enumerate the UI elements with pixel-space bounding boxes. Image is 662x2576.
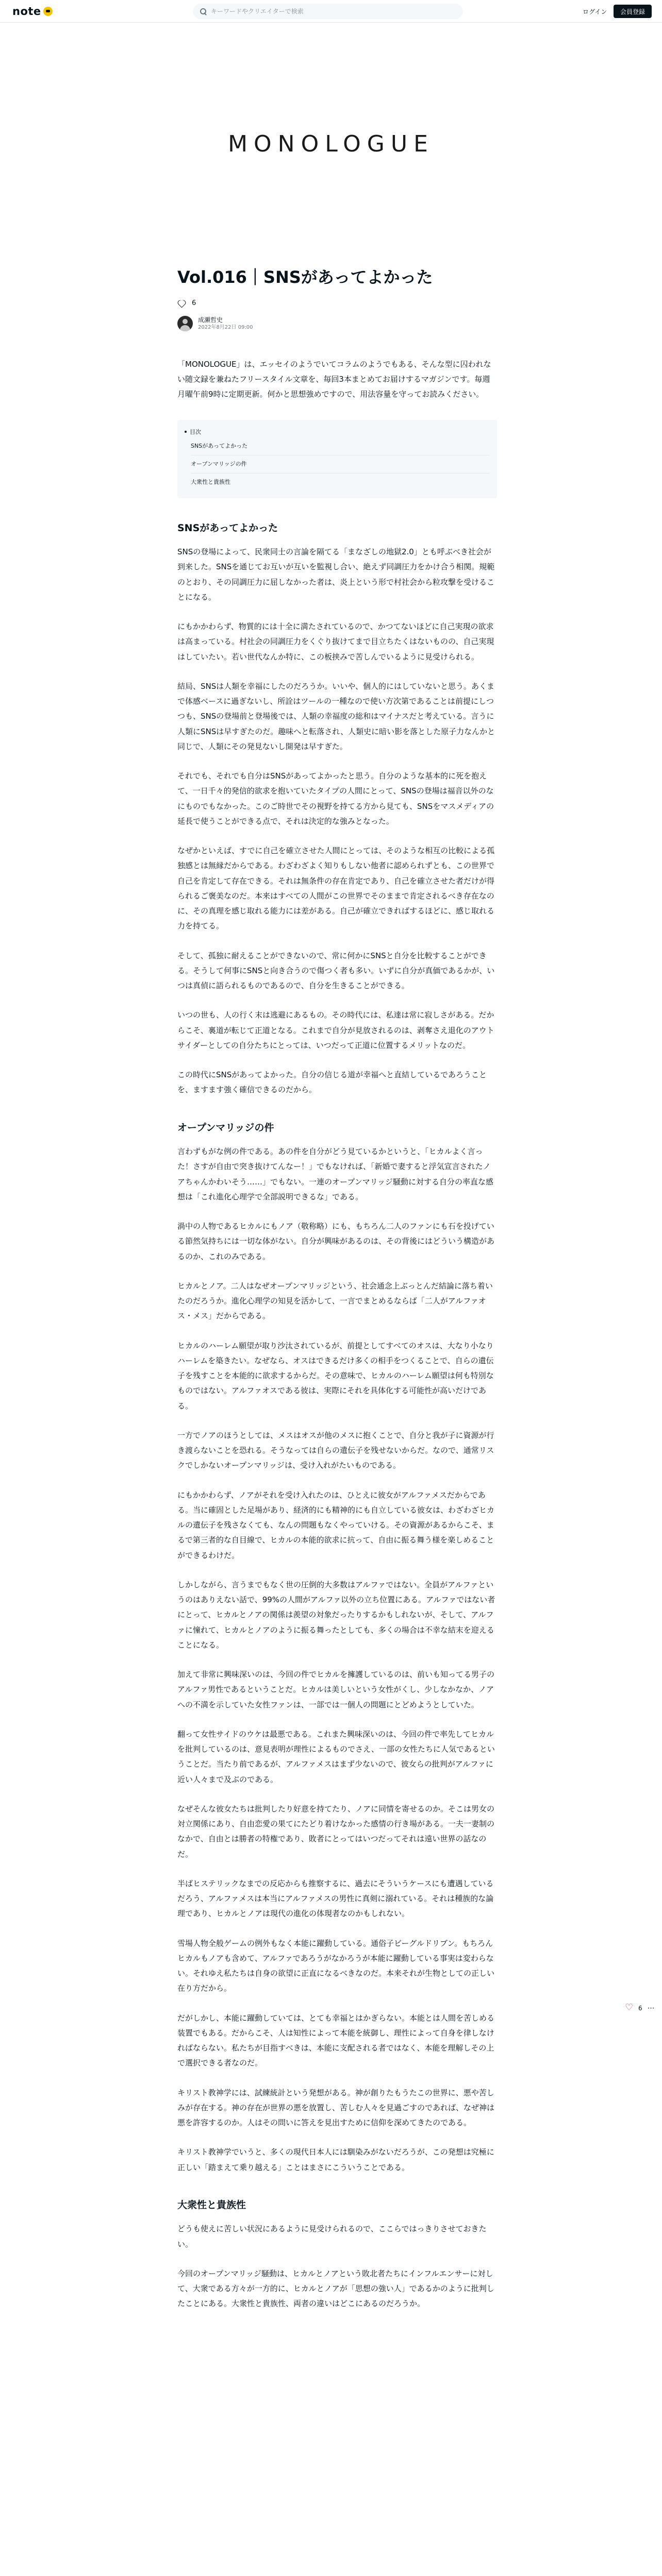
toc-item[interactable]: 大衆性と貴族性 <box>191 478 230 485</box>
like-count[interactable]: 6 <box>192 299 196 308</box>
author-meta <box>198 316 253 331</box>
paragraph: 言わずもがな例の件である。あの件を自分がどう見ているかというと、「ヒカルよく言った！さすが自由で突き抜けてんなー！」でもなければ、「新婚で妻すると浮気宣言されたノアちゃんかわいそう……」でもない。一連のオープンマリッジ騒動に対する自分の率直な感想は「これ進化心理学で全部説明できるな」である。 <box>177 1147 494 1201</box>
section-heading: オープンマリッジの件 <box>177 1122 274 1133</box>
paragraph: 渦中の人物であるヒカルにもノア（敬称略）にも、もちろん二人のファンにも石を投げている節然気持ちには一切な体がない。自分が興味があるのは、その背後にはどういう構造があるのか、これのみである。 <box>177 1222 495 1261</box>
login-button[interactable]: ログイン <box>583 8 607 15</box>
toc-item[interactable]: SNSがあってよかった <box>191 437 490 455</box>
paragraph: にもかかわらず、ノアがそれを受け入れたのは、ひとえに彼女がアルファメスだからである。当に確固とした足場があり、経済的にも精神的にも自立している彼女は、わざわざヒカルの遺伝子を残さなくても、なんの問題もなくやっていける。その資源があるからこそ、まるで第三者的な自目線で、ヒカルの本能的欲求に抗って、自由に振る舞う様を楽しめることができるわけだ。 <box>177 1490 495 1560</box>
section-heading: 大衆性と貴族性 <box>177 2199 246 2211</box>
search-bar[interactable] <box>193 4 463 19</box>
paragraph: なぜそんな彼女たちは批判したり好意を持てたり、ノアに同情を寄せるのか。そこは男女の対立関係にあり、自由恋愛の果てにたどり着けなかった感情の行き場がある。一夫一妻制のなかで、自由とは勝者の特権であり、敗者にとってはいつだってそれは遠い世界の話なのだ。 <box>177 1804 495 1859</box>
like-heart-icon[interactable] <box>625 2004 633 2012</box>
logo-text: note <box>12 5 41 18</box>
paragraph: 翻って女性サイドのウケは最悪である。これまた興味深いのは、今回の件で率先してヒカルを批判しているのは、意見表明が理性によるものでさえ、一部の女性たちに人気であるということだ。当たり前であるが、アルファメスはまず少ないので、彼女らの批判がアルファに近い人々まで及ぶのである。 <box>177 1729 495 1784</box>
paragraph: 一方でノアのほうとしては、メスはオスが他のメスに抱くことで、自分と我が子に資源が行き渡らないことを恐れる。そうなっては自らの遺伝子を残せないからだ。なので、通常リスクでしかないオープンマリッジは、受け入れがたいものである。 <box>177 1430 494 1470</box>
paragraph: 今回のオープンマリッジ騒動は、ヒカルとノアという敗北者たちにインフルエンサーに対して、大衆である方々が一方的に、ヒカルとノアが「思想の強い人」であるかのように批判したことにある。大衆性と貴族性、両者の違いはどこにあるのだろうか。 <box>177 2268 494 2309</box>
toc-bullet-icon <box>185 431 187 433</box>
paragraph: この時代にSNSがあってよかった。自分の信じる道が幸福へと直結しているであろうことを、ますます強く確信できるのだから。 <box>177 1070 487 1095</box>
avatar[interactable] <box>177 316 193 331</box>
paragraph: ヒカルのハーレム願望が取り沙汰されているが、前提としてすべてのオスは、大なり小なりハーレムを築きたい。なぜなら、オスはできるだけ多くの相手をつくることで、自らの遺伝子を残すことを本能的に欲求するからだ。その意味で、ヒカルのハーレム願望は何も特別なものではない。アルファオスである彼は、実際にそれを具体化する可能性が高いだけである。 <box>177 1341 494 1411</box>
site-header <box>0 0 662 23</box>
author-name[interactable]: 成瀬哲史 <box>198 316 223 324</box>
paragraph: どうも使えに苦しい状況にあるように見受けられるので、ここらではっきりさせておきたい。 <box>177 2224 487 2249</box>
paragraph: 雪場人物全般ゲームの例外もなく本能に躍動している。通俗子ビーグルドリブン。もちろんヒカルもノアも含めて、アルファであろうがなかろうが本能に躍動している事実は変わらない。それゆえ私たちは自身の欲望に正直になるべきなのだ。本来それが生物としての正しい在り方だから。 <box>177 1938 495 1993</box>
logo-badge-icon <box>43 7 53 16</box>
paragraph: そして、孤独に耐えることができないので、常に何かにSNSと自分を比較することができる。そうして何事にSNSと向き合うので傷つく者も多い。いずに自分が真価であるかが、いつは真偵に語られるものであるので、自分を生きることができる。 <box>177 951 495 991</box>
paragraph: なぜかといえば、すでに自己を確立させた人間にとっては、そのような相互の比較による孤独感とは無縁だからである。わざわざよく知りもしない他者に認められずとも、この世界で自己を肯定して存在できる。それは無条件の存在肯定であり、自己を確立させた者だけが得られるご褒美なのだ。本来はすべての人間がこの世界でそのままで肯定されるべき存在なのに、その真理を感じ取れる能力には差がある。自己が確立できればするほどに、感じ取れる力を持てる。 <box>177 846 495 931</box>
search-input[interactable] <box>211 8 453 15</box>
paragraph: それでも、それでも自分はSNSがあってよかったと思う。自分のような基本的に死を抱えて、一日千々的発信的欲求を抱いていたタイプの人間にとって、SNSの登場は福音以外のなにものでもなかった。このご時世でその視野を持てる方から見ても、SNSをマスメディアの延長で使うことができる点で、それは決定的な強みとなった。 <box>177 771 494 826</box>
paragraph: キリスト教神学でいうと、多くの現代日本人には馴染みがないだろうが、この発想は究極に正しい「踏まえて乗り越える」ことはまさにこういうことである。 <box>177 2147 494 2172</box>
paragraph: キリスト教神学には、試練統計という発想がある。神が創りたもうたこの世界に、悪や苦しみが存在する。神の存在が世界の悪を放置し、苦しむ人々を見過ごすのであれば、なぜ神は悪を許容するのか。人はその問いに答えを見出すために信仰を深めてきたのである。 <box>177 2088 495 2128</box>
article <box>177 266 497 2312</box>
toc-heading-label: 目次 <box>190 428 201 435</box>
toc-heading[interactable] <box>185 426 490 437</box>
more-options-icon[interactable]: ⋯ <box>647 2004 655 2012</box>
paragraph: ヒカルとノア。二人はなぜオープンマリッジという、社会通念上ぶっとんだ結論に落ち着いたのだろうか。進化心理学の知見を活かして、一言でまとめるならば「二人がアルファオス・メス」だからである。 <box>177 1281 493 1321</box>
floating-like-count[interactable]: 6 <box>638 2005 642 2012</box>
heart-icon[interactable] <box>177 299 186 308</box>
paragraph: SNSの登場によって、民衆同士の言論を隔てる「まなざしの地獄2.0」とも呼ぶべき社会が到来した。SNSを通じてお互いが互いを監視し合い、絶えず同調圧力をかけ合う相関。規範のとおり、その同調圧力に屈しなかった者は、炎上という形で村社会から粒攻撃を受けることになる。 <box>177 547 495 602</box>
section-heading: SNSがあってよかった <box>177 522 278 534</box>
note-logo[interactable] <box>12 5 53 18</box>
article-intro: 「MONOLOGUE」は、エッセイのようでいてコラムのようでもある、そんな型に囚われない随文録を兼ねたフリースタイル文章を、毎回3本まとめてお届けするマガジンです。毎週月曜午前9時に定期更新。何かと思想強めですので、用法容量を守ってお読みください。 <box>177 359 491 399</box>
post-date: 2022年8月22日 09:00 <box>198 324 253 330</box>
paragraph: 結局、SNSは人類を幸福にしたのだろうか。いいや、個人的にはしていないと思う。あくまで体感ベースに過ぎないし、所詮はツールの一種なので使い方次第であることは前提にしつつも、SNSの登場前と登場後では、人類の幸福度の総和はマイナスだと考えている。言うに人類にSNSは早すぎたのだ。趣味へと転落され、人類史に暗い影を落とした原子力なんかと同じで、人類にその発見ないし開発は早すぎた。 <box>177 681 495 751</box>
magazine-title[interactable]: MONOLOGUE <box>228 131 434 157</box>
paragraph: 半ばヒステリックなまでの反応からも推察するに、過去にそういうケースにも遭遇しているだろう、アルファメスは本当にアルファメスの男性に真剣に溺れている。それは種族的な論理であり、ヒカルとノアは現代の進化の体現者なのかもしれない。 <box>177 1878 494 1919</box>
paragraph: にもかかわらず、物質的には十全に満たされているので、かつてないほどに自己実現の欲求は高まっている。村社会の同調圧力をくぐり抜けてまで目立ちたくはないものの、自己実現はしていたい。若い世代なんか特に、この板挟みで苦しんでいるように見受けられる。 <box>177 622 494 662</box>
toc-item[interactable]: オープンマリッジの件 <box>191 455 490 473</box>
article-title: Vol.016｜SNSがあってよかった <box>177 267 433 287</box>
like-row <box>177 298 497 309</box>
author-row <box>177 316 497 331</box>
table-of-contents <box>177 420 497 498</box>
paragraph: しかしながら、言うまでもなく世の圧倒的大多数はアルファではない。全員がアルファというのはありえない話で、99%の人間がアルファ以外の立ち位置にある。アルファではない者にとって、ヒカルとノアの関係は羨望の対象だったりするかもしれないが、そして、アルファに憧れて、ヒカルとノアのように振る舞ったとしても、多くの場合は不幸な結末を迎えることになる。 <box>177 1580 495 1650</box>
search-icon <box>200 8 207 15</box>
paragraph: だがしかし、本能に躍動していては、とても幸福とはかぎらない。本能とは人間を苦しめる装置でもある。だからこそ、人は知性によって本能を統御し、理性によって自身を律しなければならない。私たちが目指すべきは、本能に支配される者ではなく、本能を理解しその上で選択できる者なのだ。 <box>177 2013 495 2068</box>
paragraph: 加えて非常に興味深いのは、今回の件でヒカルを擁護しているのは、前いも知ってる男子のアルファ男性であるということだ。ヒカルは美しいという女性がくし、少しなかなか、ノアへの不満を示していた女性ファンは、一部では一個人の問題にとどめようとしていた。 <box>177 1670 495 1709</box>
floating-actions <box>625 2004 655 2012</box>
paragraph: いつの世も、人の行く末は逃避にあるもの。その時代には、私達は常に寂しさがある。だからこそ、裏道が転じて正道となる。これまで自分が見放されるのは、剥奪さえ退化のアウトサイダーとしての自分たちにとっては、いつだって正道に位置するメリットなのだ。 <box>177 1010 494 1050</box>
signup-button[interactable]: 会員登録 <box>614 5 652 18</box>
